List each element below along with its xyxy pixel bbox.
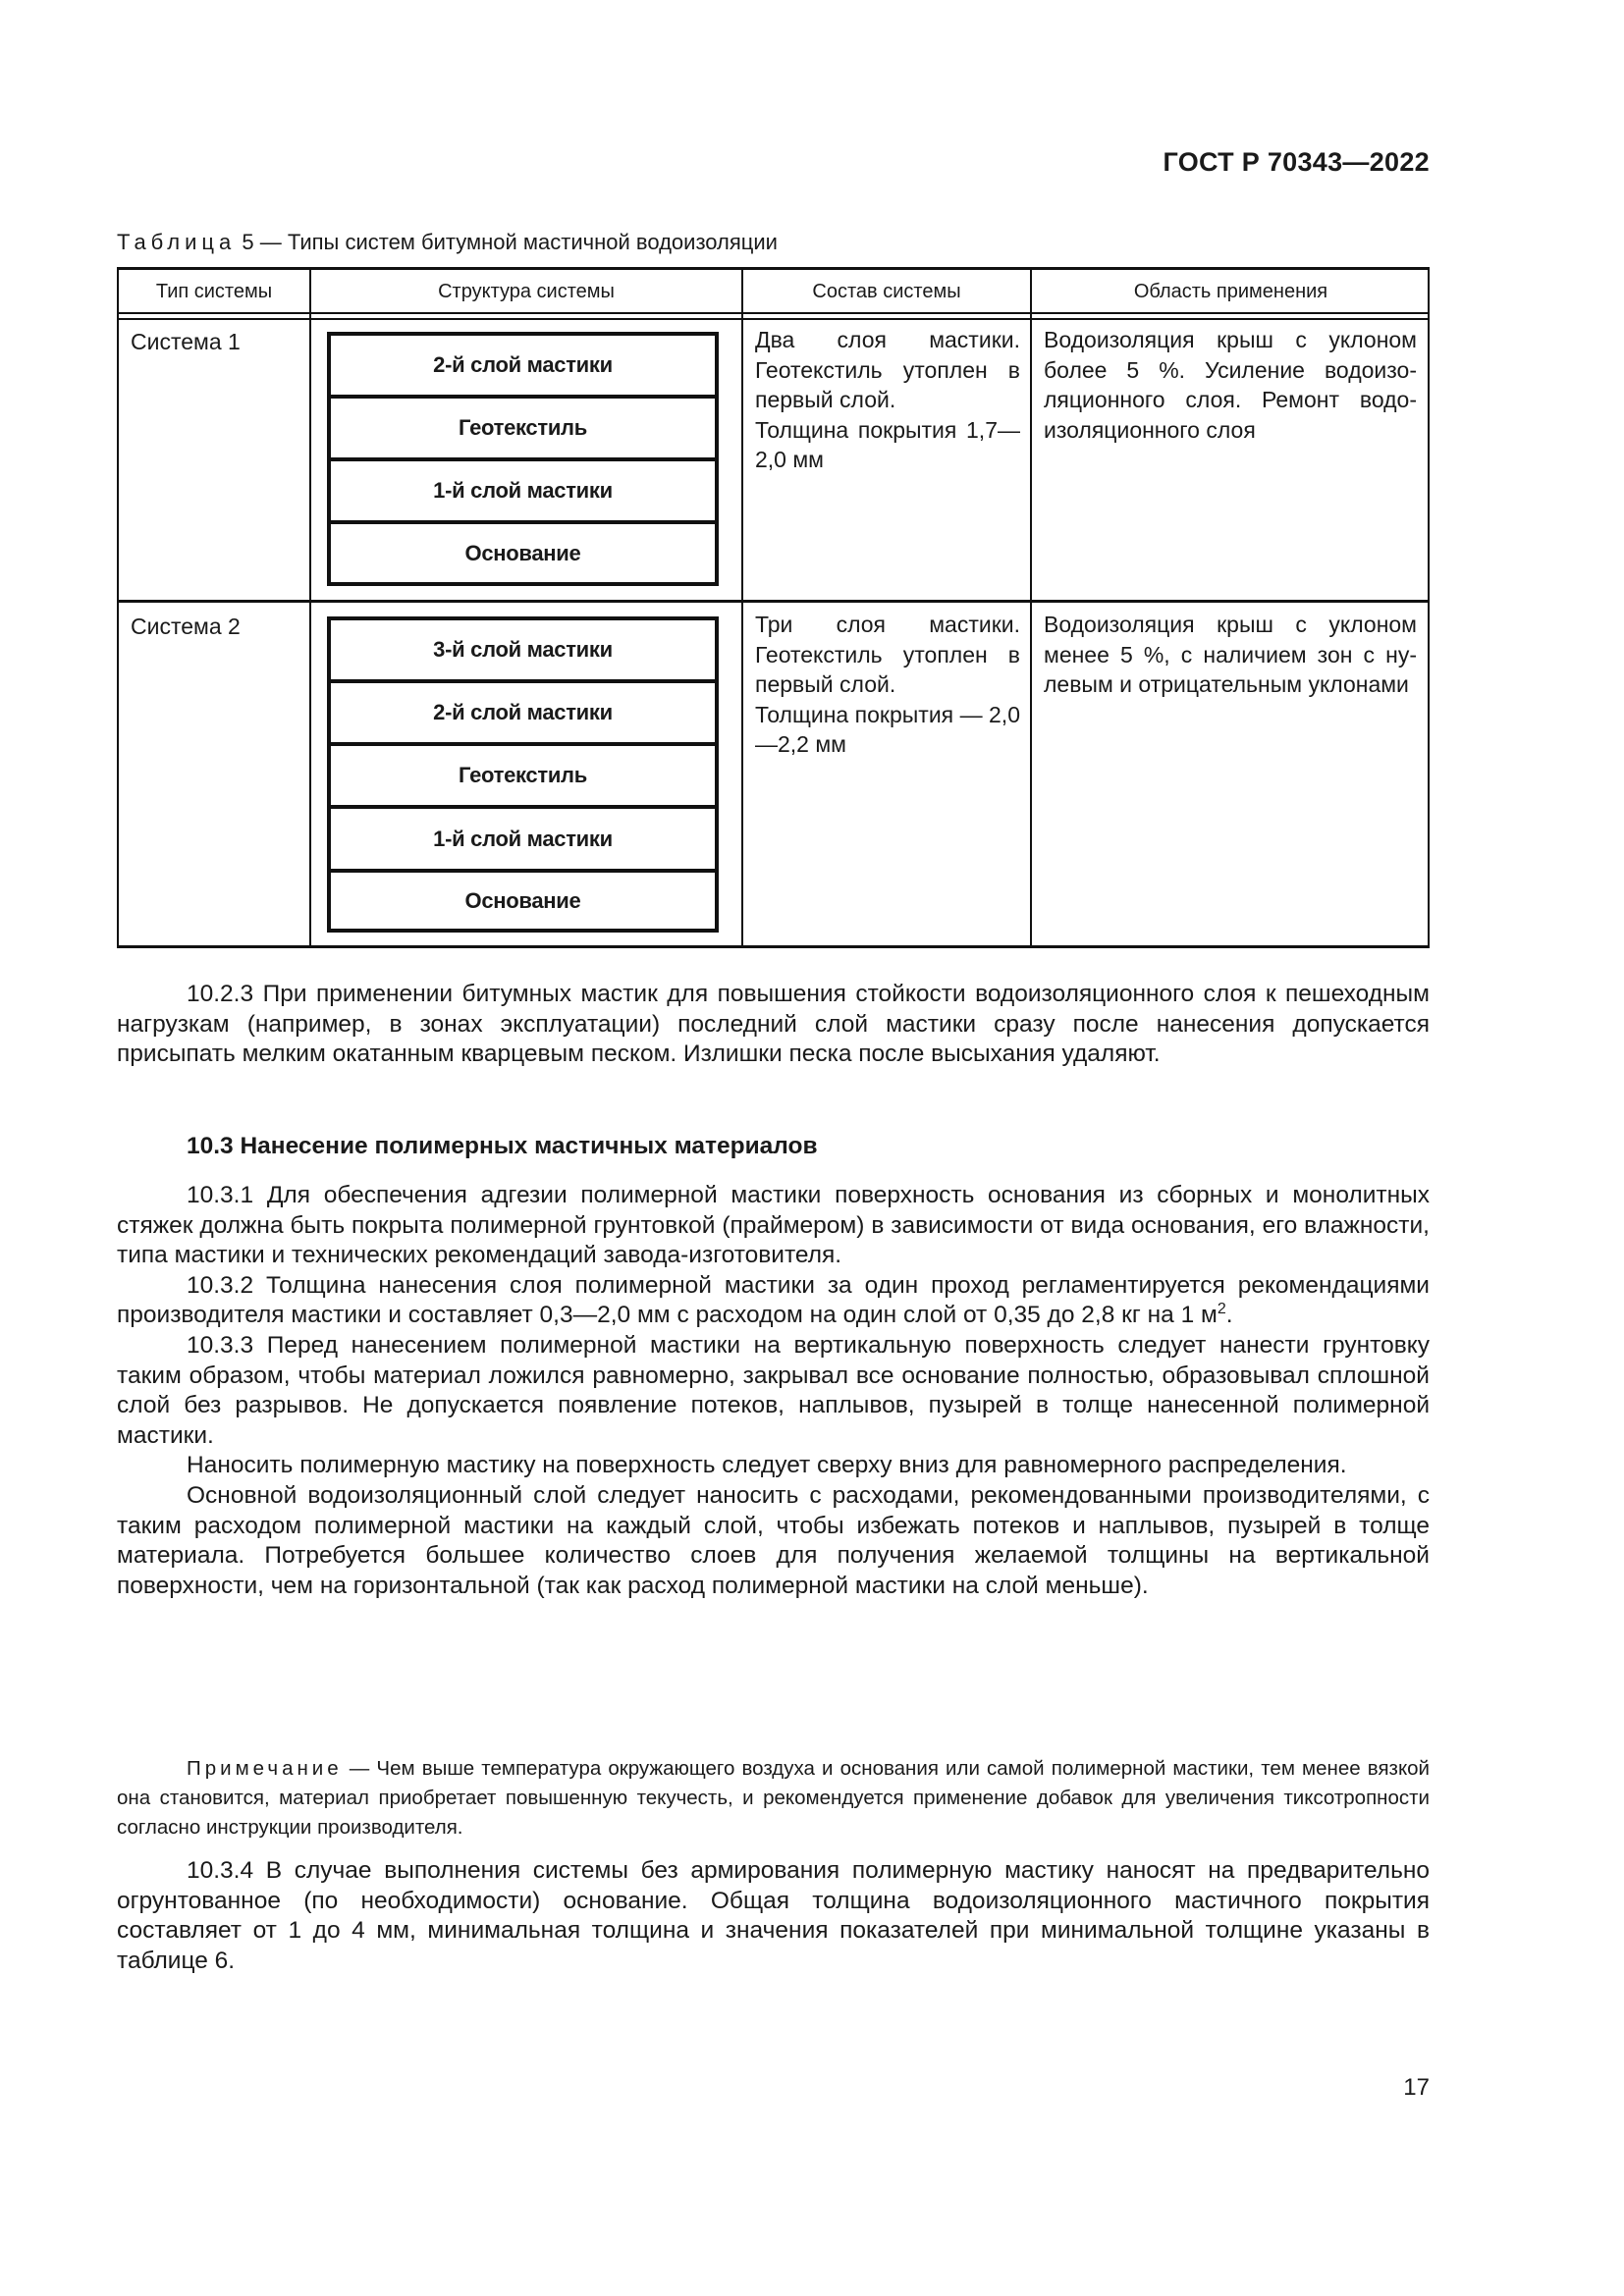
structure-diagram (327, 332, 719, 586)
header-divider (119, 318, 1428, 320)
paragraph-10-3-3: 10.3.3 Перед нанесением полимерной мастики на вертикальную поверхность следует нанести грунтовку таким образом, чтобы материал ложился равномерно, закрывал все основание полностью, образовывал сплошной слой без разрывов. Не допускается появление потеков, наплывов, пузырей в толще нанесенной полимерной мастики. (117, 1331, 1430, 1449)
note-label: Примечание (187, 1757, 343, 1780)
paragraph-10-3-2 (117, 1271, 1430, 1331)
table-caption-text: 5 — Типы систем битумной мастичной водоизоляции (242, 230, 778, 254)
layer-label: 1-й слой мастики (433, 826, 613, 851)
section-heading-10-3: 10.3 Нанесение полимерных мастичных материалов (187, 1133, 818, 1159)
column-header: Состав системы (812, 281, 961, 302)
paragraph-10-3-4 (117, 1856, 1430, 1976)
column-divider (741, 270, 743, 945)
composition-cell (755, 325, 1020, 475)
layer-label: Геотекстиль (459, 415, 587, 440)
composition-text: Три слоя мастики. Геотекстиль утоплен в первый слой. (755, 612, 1020, 697)
paragraph-10-3-1: 10.3.1 Для обеспечения адгезии полимерной мастики поверхность основания из сборных и монолитных стяжек должна быть покрыта полимерной грунтовкой (праймером) в зависимости от вида основания, его влажности, типа мастики и технических рекомендаций завода-изготовителя. (117, 1182, 1430, 1269)
composition-thickness: Толщина покрытия — 2,0—2,2 мм (755, 701, 1020, 757)
row-divider (119, 600, 1428, 603)
paragraph-text: 10.3.4 В случае выполнения системы без армирования полимерную мастику наносят на предварительно огрунтованное (по необходимости) основание. Общая толщина водоизоляционного мастичного покрытия составляет от 1 до 4 мм, минимальная толщина и значения показателей при минимальной толщине указаны в таблице 6. (117, 1857, 1430, 1974)
layer-label: 2-й слой мастики (433, 700, 613, 724)
layer-label: Геотекстиль (459, 763, 587, 787)
paragraph-10-2-3 (117, 980, 1430, 1070)
structure-diagram (327, 616, 719, 933)
column-divider (1030, 270, 1032, 945)
paragraph-main-layer: Основной водоизоляционный слой следует наносить с расходами, рекомендованными производителями, с таким расходом полимерной мастики на каждый слой, чтобы избежать потеков и наплывов, пузырей в толще материала. Потребуется большее количество слоев для получения желаемой толщины на вертикальной поверхности, чем на горизонтальной (так как расход полимерной мастики на слой меньше). (117, 1481, 1430, 1599)
systems-table (117, 267, 1430, 948)
composition-cell (755, 610, 1020, 760)
note (117, 1754, 1430, 1842)
composition-text: Два слоя мастики. Геотекстиль утоплен в первый слой. (755, 327, 1020, 412)
composition-thickness: Толщина покрытия 1,7—2,0 мм (755, 416, 1020, 472)
paragraph-text: 10.2.3 При применении битумных мастик для повышения стойкости водоизоляционного слоя к пешеходным нагрузкам (например, в зонах эксплуатации) последний слой мастики сразу после нанесения допускается присыпать мелким окатанным кварцевым песком. Излишки песка после высыхания удаляют. (117, 981, 1430, 1068)
paragraph-apply: Наносить полимерную мастику на поверхность следует сверху вниз для равномерного распределения. (187, 1452, 1347, 1479)
layer-label: Основание (464, 540, 581, 565)
layer-label: Основание (464, 887, 581, 913)
column-header: Структура системы (438, 281, 615, 302)
column-divider (309, 270, 311, 945)
table-caption (117, 230, 778, 255)
section-10-3-body (117, 1181, 1430, 1601)
column-header: Область применения (1133, 281, 1328, 302)
superscript: 2 (1217, 1301, 1226, 1318)
system-type: Система 1 (131, 329, 241, 354)
layer-label: 2-й слой мастики (433, 352, 613, 377)
application-cell: Водоизоляция крыш с уклоном менее 5 %, с наличием зон с нулевым и отрицательным уклонами (1044, 612, 1417, 697)
document-code: ГОСТ Р 70343—2022 (1163, 147, 1430, 177)
note-text: — Чем выше температура окружающего воздуха и основания или самой полимерной мастики, тем менее вязкой она становится, материал приобретает повышенную текучесть, и рекомендуется применение добавок для увеличения тиксотропности согласно инструкции производителя. (117, 1757, 1430, 1839)
system-type: Система 2 (131, 614, 241, 639)
paragraph-text: . (1225, 1302, 1233, 1329)
paragraph-text: 10.3.2 Толщина нанесения слоя полимерной мастики за один проход регламентируется рекомендациями производителя мастики и составляет 0,3—2,0 мм с расходом на один слой от 0,35 до 2,8 кг на 1 м (117, 1271, 1430, 1329)
application-cell: Водоизоляция крыш с уклоном более 5 %. Усиление водоизоляционного слоя. Ремонт водоизоляционного слоя (1044, 327, 1417, 443)
column-header: Тип системы (155, 281, 273, 302)
layer-label: 3-й слой мастики (433, 637, 613, 662)
table-caption-label: Таблица (117, 230, 237, 254)
page-number: 17 (1403, 2074, 1430, 2101)
layer-label: 1-й слой мастики (433, 478, 613, 503)
